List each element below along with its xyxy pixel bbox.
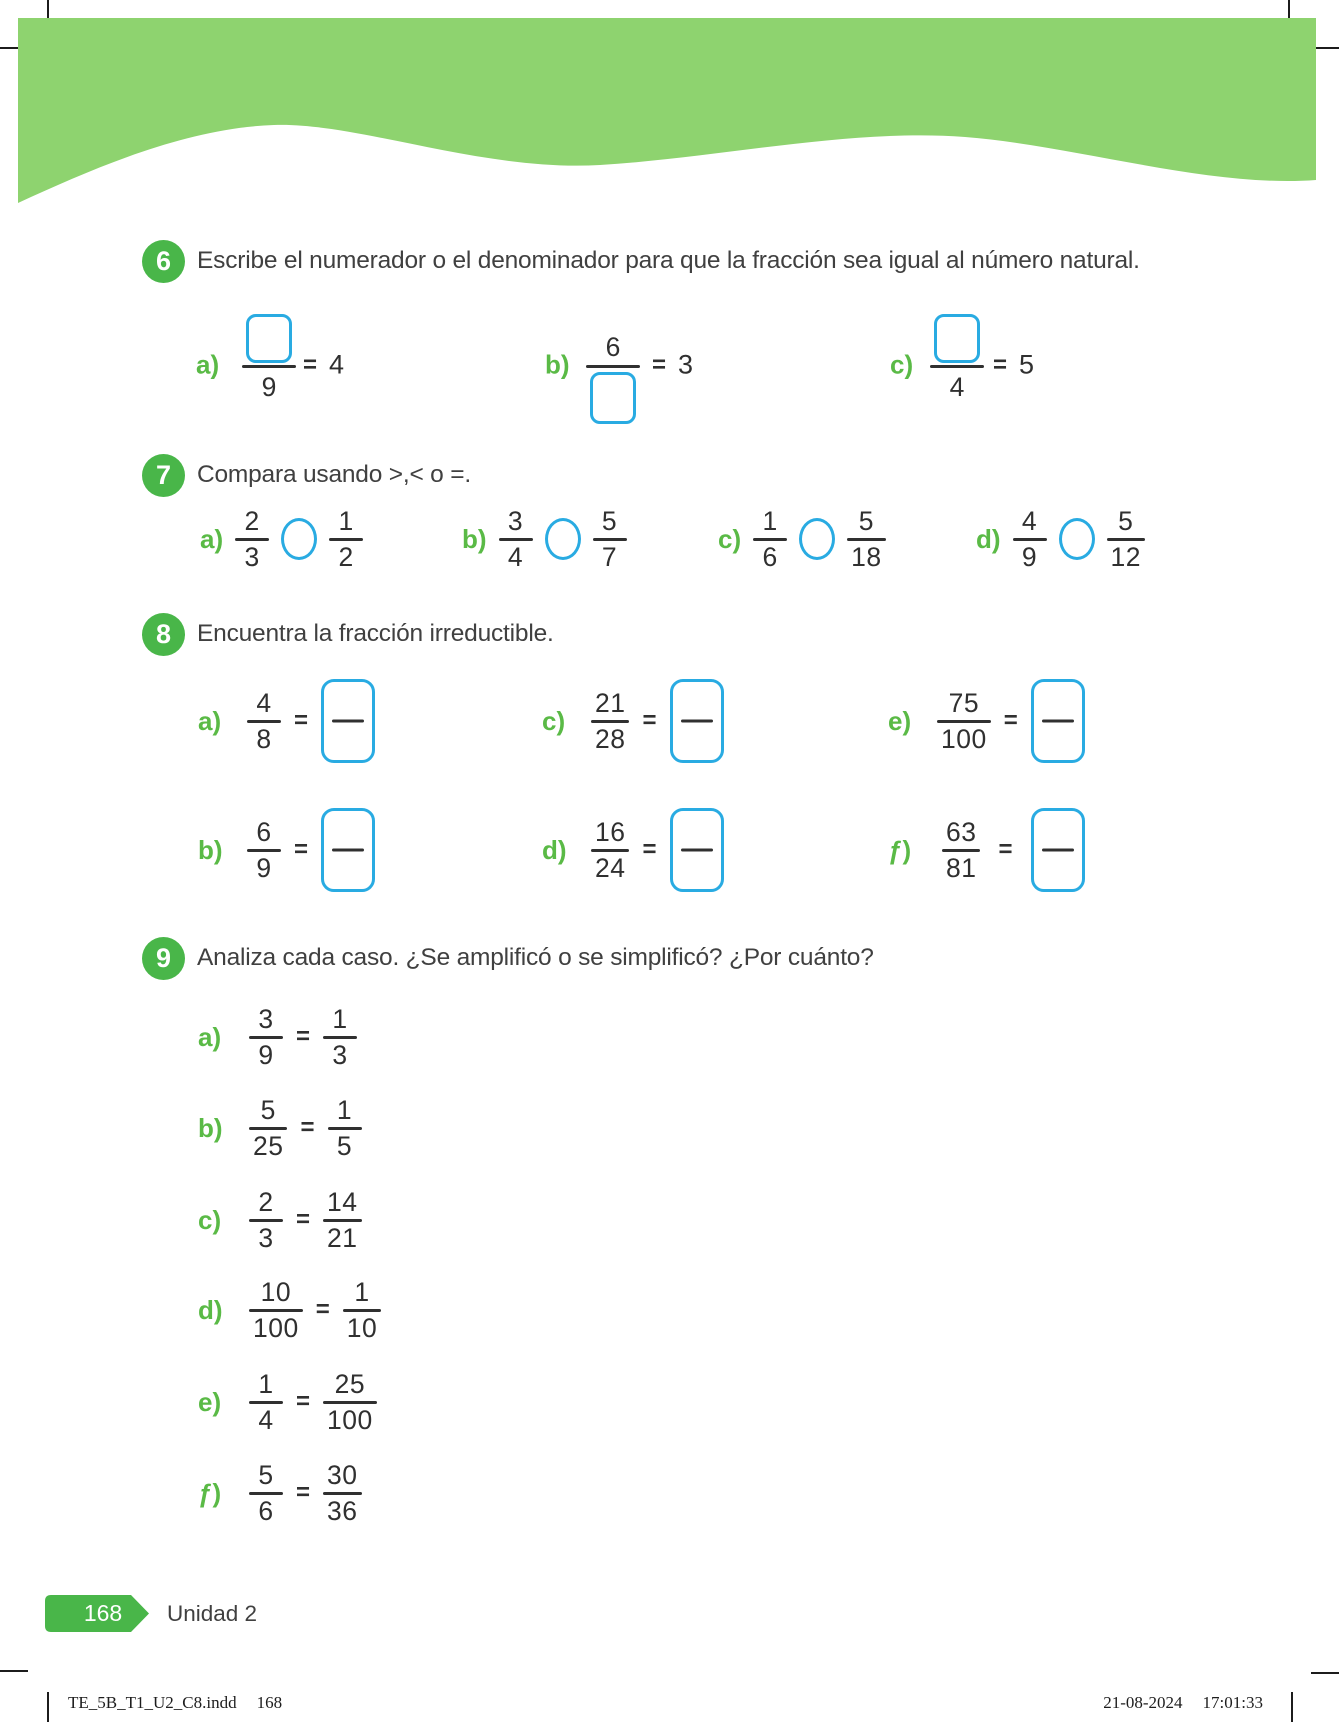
numerator: 5 [858, 506, 874, 537]
fraction-bar [249, 1036, 283, 1039]
denominator: 21 [327, 1222, 358, 1253]
crop-mark-bottom-right-v [1291, 1692, 1293, 1722]
result-value: 4 [329, 349, 345, 380]
denominator: 9 [1021, 541, 1038, 572]
numerator: 10 [260, 1277, 292, 1308]
item-label: b) [198, 834, 223, 865]
answer-box-fraction[interactable] [1031, 808, 1085, 892]
denominator: 5 [336, 1130, 353, 1161]
crop-mark-bottom-left-v [47, 1692, 49, 1722]
result-value: 3 [678, 349, 694, 380]
fraction-left [249, 1370, 283, 1433]
exercise-7-item-c [718, 501, 886, 577]
numerator: 6 [256, 817, 272, 848]
header-wave-decoration [18, 18, 1316, 208]
equals-sign: = [652, 351, 667, 378]
fraction-bar [235, 538, 269, 541]
fraction [591, 689, 629, 752]
equals-sign: = [642, 836, 657, 863]
exercise-9-item-e [198, 1364, 377, 1440]
item-label: c) [718, 523, 742, 554]
fraction [247, 818, 281, 881]
numerator: 63 [946, 817, 977, 848]
exercise-7-item-a [200, 501, 363, 577]
answer-box-numerator[interactable] [934, 314, 980, 363]
fraction-bar [323, 1036, 357, 1039]
answer-box-numerator[interactable] [246, 314, 292, 363]
fraction-bar [328, 1127, 362, 1130]
numerator: 5 [1118, 506, 1134, 537]
fraction-bar [591, 720, 629, 723]
numerator: 4 [256, 688, 272, 719]
comparison-circle[interactable] [1059, 518, 1095, 560]
exercise-6-item-c [890, 302, 1070, 432]
fraction-bar [586, 365, 640, 368]
exercise-9-item-d [198, 1272, 381, 1348]
denominator: 10 [346, 1312, 378, 1343]
denominator: 2 [338, 541, 354, 572]
fraction-right [323, 1461, 361, 1524]
numerator: 2 [244, 506, 260, 537]
slug-time: 17:01:33 [1202, 1693, 1263, 1712]
numerator: 6 [605, 332, 621, 362]
item-label: c) [198, 1204, 222, 1235]
item-label: c) [542, 705, 566, 736]
equals-sign: = [296, 1206, 311, 1233]
denominator: 24 [595, 852, 626, 883]
fraction-bar [937, 720, 991, 723]
equals-sign: = [998, 836, 1013, 863]
fraction-bar [847, 538, 885, 541]
slug-date: 21-08-2024 [1103, 1693, 1183, 1712]
fraction [247, 689, 281, 752]
equals-sign: = [642, 707, 657, 734]
answer-box-fraction[interactable] [321, 679, 375, 763]
exercise-8-item-a [198, 676, 375, 766]
fraction-line-placeholder [332, 849, 364, 852]
fraction-bar [930, 365, 984, 368]
fraction-right [323, 1188, 361, 1251]
answer-box-fraction[interactable] [670, 679, 724, 763]
numerator: 1 [258, 1369, 274, 1400]
exercise-8-item-b [198, 805, 375, 895]
item-label: c) [890, 349, 914, 380]
equals-sign: = [1003, 707, 1018, 734]
exercise-8-item-f [888, 805, 1085, 895]
denominator: 36 [327, 1495, 358, 1526]
exercise-8-item-e [888, 676, 1085, 766]
fraction-right [323, 1370, 377, 1433]
fraction-right [593, 507, 627, 570]
numerator: 4 [1021, 506, 1038, 537]
numerator: 3 [258, 1004, 274, 1035]
denominator: 12 [1110, 541, 1142, 572]
denominator: 4 [507, 541, 524, 572]
fraction-left [249, 1096, 287, 1159]
fraction-left [235, 507, 269, 570]
fraction-bar [247, 720, 281, 723]
fraction-right [323, 1005, 357, 1068]
fraction [591, 818, 629, 881]
fraction-bar [249, 1401, 283, 1404]
denominator: 81 [946, 852, 977, 883]
denominator: 28 [595, 723, 626, 754]
equals-sign: = [993, 351, 1008, 378]
item-label: a) [198, 1021, 222, 1052]
numerator: 1 [336, 1095, 353, 1126]
fraction-right [343, 1278, 381, 1341]
exercise-9-title: Analiza cada caso. ¿Se amplificó o se simplificó? ¿Por cuánto? [197, 944, 874, 971]
print-slug-datetime [1103, 1693, 1263, 1713]
exercise-7-item-b [462, 501, 627, 577]
exercise-7-number-badge: 7 [142, 454, 185, 497]
item-label: d) [198, 1294, 223, 1325]
fraction-right [328, 1096, 362, 1159]
item-label: b) [545, 349, 570, 380]
crop-mark-bottom-right-h [1311, 1672, 1339, 1674]
item-label: a) [196, 349, 220, 380]
fraction-bar [247, 849, 281, 852]
denominator: 3 [244, 541, 260, 572]
answer-box-fraction[interactable] [321, 808, 375, 892]
fraction-bar [1107, 538, 1145, 541]
equals-sign: = [296, 1388, 311, 1415]
numerator: 1 [354, 1277, 370, 1308]
fraction-bar [323, 1401, 377, 1404]
equals-sign: = [296, 1023, 311, 1050]
fraction-line-placeholder [1042, 720, 1074, 723]
answer-box-fraction[interactable] [670, 808, 724, 892]
fraction-left [249, 1188, 283, 1251]
result [993, 350, 1034, 381]
numerator: 2 [258, 1187, 274, 1218]
equals-sign: = [296, 1479, 311, 1506]
numerator: 25 [334, 1369, 366, 1400]
exercise-8-item-d [542, 805, 724, 895]
fraction-left [753, 507, 787, 570]
fraction-right [1107, 507, 1145, 570]
denominator: 100 [253, 1312, 299, 1343]
slug-file-page: 168 [256, 1693, 283, 1712]
fraction-bar [249, 1492, 283, 1495]
numerator: 5 [258, 1460, 274, 1491]
numerator: 3 [507, 506, 524, 537]
exercise-9-item-b [198, 1090, 362, 1166]
result [303, 350, 344, 381]
fraction-bar [593, 538, 627, 541]
fraction-line-placeholder [1042, 849, 1074, 852]
exercise-8-title: Encuentra la fracción irreductible. [197, 620, 554, 647]
denominator: 7 [601, 541, 618, 572]
fraction-bar [249, 1127, 287, 1130]
fraction-bar [249, 1309, 303, 1312]
numerator: 75 [948, 688, 980, 719]
fraction [942, 818, 980, 881]
fraction-left [249, 1005, 283, 1068]
comparison-circle[interactable] [545, 518, 581, 560]
item-label: b) [198, 1112, 223, 1143]
item-label: ƒ) [888, 834, 912, 865]
item-label: e) [888, 705, 912, 736]
slug-file-name: TE_5B_T1_U2_C8.indd [68, 1693, 237, 1712]
fraction-right [847, 507, 885, 570]
fraction-left [249, 1461, 283, 1524]
fraction-bar [1013, 538, 1047, 541]
fraction-bar [249, 1219, 283, 1222]
denominator: 3 [332, 1039, 348, 1070]
item-label: b) [462, 523, 487, 554]
item-label: e) [198, 1386, 222, 1417]
exercise-9-number-badge: 9 [142, 937, 185, 980]
exercise-6-title: Escribe el numerador o el denominador para que la fracción sea igual al número natural. [197, 247, 1140, 274]
fraction-bar [242, 365, 296, 368]
denominator: 4 [258, 1404, 274, 1435]
denominator: 9 [256, 852, 272, 883]
exercise-7-item-d [976, 501, 1145, 577]
fraction-left [1013, 507, 1047, 570]
exercise-6-item-a [196, 302, 376, 432]
fraction-left [249, 1278, 303, 1341]
item-label: d) [976, 523, 1001, 554]
exercise-8-item-c [542, 676, 724, 766]
comparison-circle[interactable] [799, 518, 835, 560]
equals-sign: = [303, 351, 318, 378]
numerator: 1 [338, 506, 354, 537]
denominator: 100 [941, 723, 987, 754]
item-label: ƒ) [198, 1477, 222, 1508]
fraction-bar [753, 538, 787, 541]
item-label: a) [200, 523, 224, 554]
denominator: 25 [253, 1130, 284, 1161]
page-number: 168 [83, 1600, 123, 1626]
answer-box-denominator[interactable] [590, 372, 636, 424]
equals-sign: = [315, 1296, 330, 1323]
item-label: d) [542, 834, 567, 865]
numerator: 1 [762, 506, 778, 537]
numerator: 1 [332, 1004, 348, 1035]
numerator: 5 [260, 1095, 276, 1126]
equals-sign: = [300, 1114, 315, 1141]
exercise-6-item-b [545, 302, 725, 432]
fraction-line-placeholder [681, 720, 713, 723]
fraction-line-placeholder [681, 849, 713, 852]
exercise-9-item-f [198, 1455, 362, 1531]
denominator: 9 [261, 372, 277, 402]
item-label: a) [198, 705, 222, 736]
fraction-bar [323, 1219, 361, 1222]
fraction-bar [329, 538, 363, 541]
exercise-7-title: Compara usando >,< o =. [197, 461, 471, 488]
numerator: 21 [595, 688, 626, 719]
fraction-bar [591, 849, 629, 852]
fraction-bar [323, 1492, 361, 1495]
equals-sign: = [294, 707, 309, 734]
exercise-8-number-badge: 8 [142, 613, 185, 656]
exercise-9-item-c [198, 1182, 362, 1258]
denominator: 4 [949, 372, 965, 402]
page-number-tab [45, 1595, 149, 1632]
unit-label: Unidad 2 [167, 1600, 258, 1626]
equals-sign: = [294, 836, 309, 863]
fraction-left [499, 507, 533, 570]
numerator: 16 [595, 817, 626, 848]
numerator: 14 [327, 1187, 358, 1218]
denominator: 100 [327, 1404, 373, 1435]
numerator: 5 [601, 506, 618, 537]
fraction-bar [343, 1309, 381, 1312]
print-slug-file [68, 1693, 282, 1713]
exercise-9-item-a [198, 999, 357, 1075]
answer-box-fraction[interactable] [1031, 679, 1085, 763]
comparison-circle[interactable] [281, 518, 317, 560]
exercise-6-number-badge: 6 [142, 240, 185, 283]
denominator: 18 [851, 541, 882, 572]
fraction-right [329, 507, 363, 570]
result-value: 5 [1019, 349, 1035, 380]
denominator: 6 [258, 1495, 274, 1526]
fraction-line-placeholder [332, 720, 364, 723]
fraction-bar [499, 538, 533, 541]
result [652, 350, 693, 381]
numerator: 30 [327, 1460, 358, 1491]
fraction [937, 689, 991, 752]
crop-mark-bottom-left-h [0, 1670, 28, 1672]
denominator: 6 [762, 541, 778, 572]
fraction-bar [942, 849, 980, 852]
denominator: 3 [258, 1222, 274, 1253]
denominator: 9 [258, 1039, 274, 1070]
denominator: 8 [256, 723, 272, 754]
